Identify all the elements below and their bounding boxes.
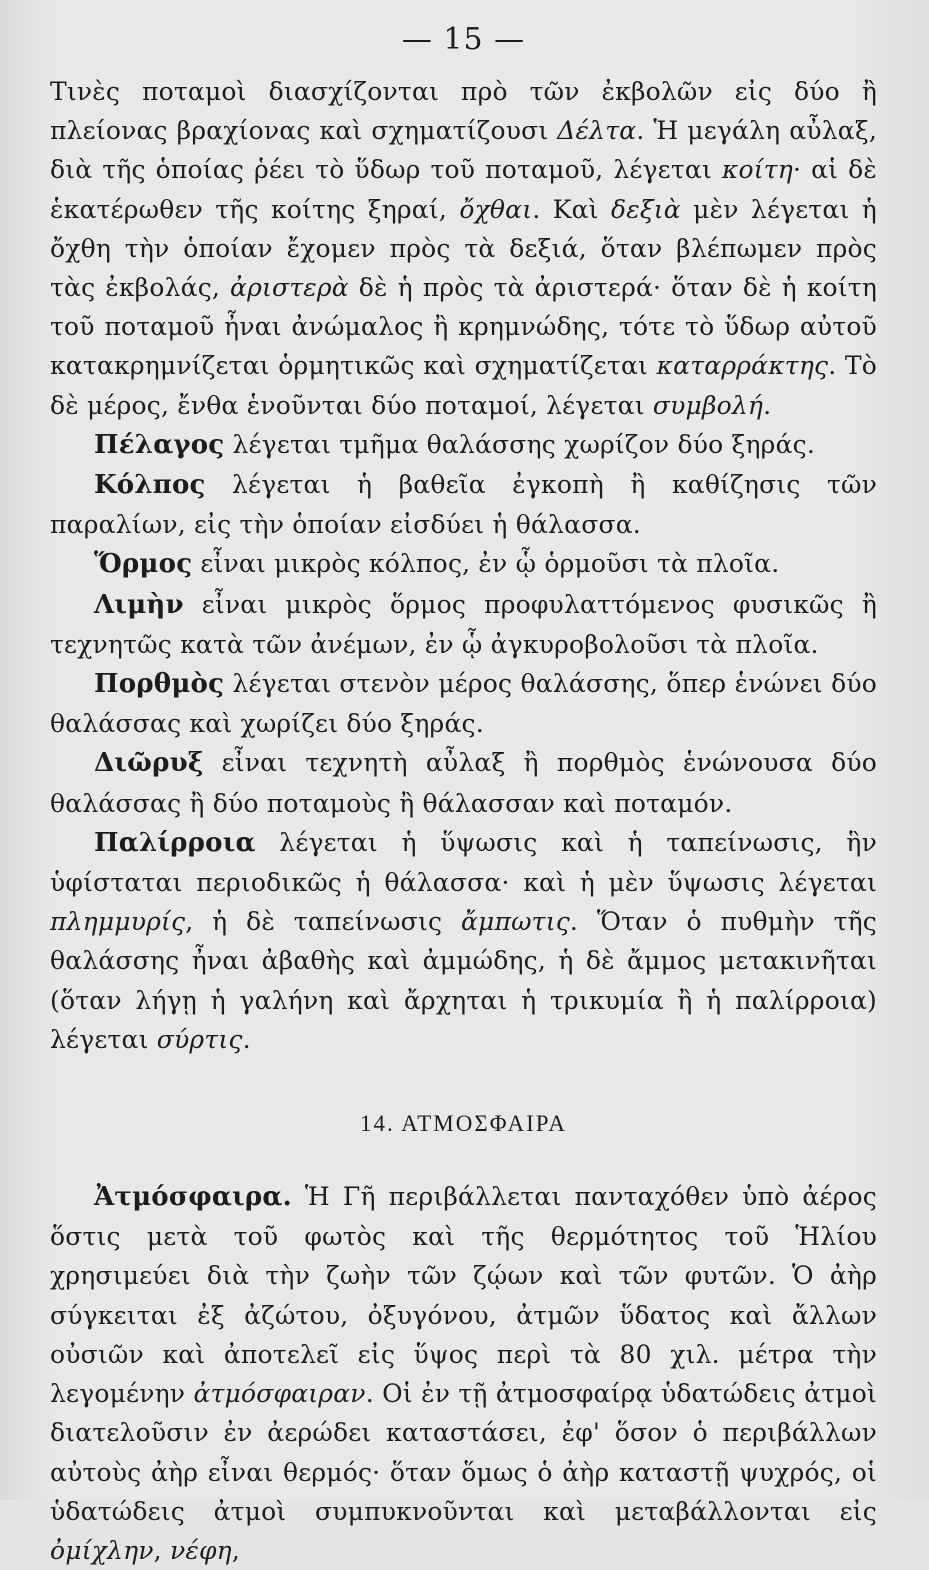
section-heading: 14. ΑΤΜΟΣΦΑΙΡΑ xyxy=(359,1111,568,1137)
definition-text: λέγεται τμῆμα θαλάσσης χωρίζον δύο ξηράς. xyxy=(224,429,815,459)
definition-text: εἶναι τεχνητὴ αὖλαξ ἢ πορθμὸς ἑνώνουσα δύο θαλάσσας ἢ δύο ποταμοὺς ἢ θάλασσαν καὶ ποταμόν. xyxy=(50,748,877,818)
definition-term: Πέλαγος xyxy=(94,429,225,460)
definition-term: Πορθμὸς xyxy=(94,669,225,700)
text-run: μὲν λέγεται ἡ ὄχθη τὴν ὁποίαν ἔχομεν πρὸς τὰ δεξιά, ὅταν βλέπωμεν πρὸς τὰς ἐκβολάς, xyxy=(50,194,877,303)
italic-term-plimmyris: πλημμυρίς xyxy=(50,907,186,937)
italic-term-dexia: δεξιὰ xyxy=(610,194,681,224)
text-run: . xyxy=(763,390,772,420)
text-run: λέγεται ἡ ὕψωσις καὶ ἡ ταπείνωσις, ἣν ὑφίσταται περιοδικῶς ἡ θάλασσα· καὶ ἡ μὲν ὕψωσις λέγεται xyxy=(50,827,877,898)
text-run: . Τὸ δὲ μέρος, ἔνθα ἑνοῦνται δύο ποταμοί, λέγεται xyxy=(50,351,878,420)
italic-term-delta: Δέλτα xyxy=(557,116,637,146)
definition-palirroia xyxy=(50,823,877,1059)
definition-porthmos xyxy=(50,664,877,743)
definition-limin xyxy=(50,585,877,664)
rivers-paragraph xyxy=(50,72,877,425)
text-run: Τινὲς ποταμοὶ διασχίζονται πρὸ τῶν ἐκβολῶν εἰς δύο ἢ πλείονας βραχίονας καὶ σχηματίζουσι xyxy=(50,77,877,146)
italic-term-nefi: νέφη xyxy=(169,1535,232,1565)
definition-term: Παλίρροια xyxy=(94,827,256,858)
italic-term-ampotis: ἄμπωτις xyxy=(460,907,570,937)
definition-ormos xyxy=(50,544,877,584)
text-run: , ἡ δὲ ταπείνωσις xyxy=(185,907,461,937)
definition-pelagos xyxy=(50,425,877,465)
definition-kolpos xyxy=(50,465,877,544)
text-run: , xyxy=(153,1535,170,1565)
definition-text: εἶναι μικρὸς κόλπος, ἐν ᾧ ὁρμοῦσι τὰ πλοῖα. xyxy=(192,549,780,579)
definition-term: Ἀτμόσφαιρα. xyxy=(94,1182,292,1213)
text-run: . xyxy=(242,1024,251,1054)
italic-term-aristera: ἀριστερὰ xyxy=(230,273,349,303)
text-run: Ἡ Γῆ περιβάλλεται πανταχόθεν ὑπὸ ἀέρος ὅστις μετὰ τοῦ φωτὸς καὶ τῆς θερμότητος τοῦ Ἡλίου χρησιμεύει διὰ τὴν ζωὴν τῶν ζῴων καὶ τῶν φυτῶν. Ὁ ἀὴρ σύγκειται ἐξ ἀζώτου, ὀξυγόνου, ἀτμῶν ὕδατος καὶ ἄλλων οὐσιῶν καὶ ἀποτελεῖ εἰς ὕψος περὶ τὰ 80 χιλ. μέτρα τὴν λεγομένην xyxy=(50,1182,877,1409)
italic-term-omichli: ὀμίχλην xyxy=(50,1535,154,1565)
italic-term-atmosfaira: ἀτμόσφαιραν xyxy=(193,1379,366,1409)
definition-text: λέγεται ἡ βαθεῖα ἐγκοπὴ ἢ καθίζησις τῶν παραλίων, εἰς τὴν ὁποίαν εἰσδύει ἡ θάλασσα. xyxy=(50,470,877,540)
italic-term-symvoli: συμβολή xyxy=(652,390,764,420)
atmosphere-paragraph xyxy=(50,1177,877,1570)
text-run: · αἱ δὲ ἑκατέρωθεν τῆς κοίτης ξηραί, xyxy=(50,155,877,224)
text-run: . Ἡ μεγάλη αὖλαξ, διὰ τῆς ὁποίας ῥέει τὸ ὕδωρ τοῦ ποταμοῦ, λέγεται xyxy=(50,116,877,185)
definition-term: Ὅρμος xyxy=(94,549,193,580)
text-run: . Οἱ ἐν τῇ ἀτμοσφαίρᾳ ὑδατώδεις ἀτμοὶ διατελοῦσιν ἐν ἀερώδει καταστάσει, ἐφ' ὅσον ὁ περιβάλλων αὐτοὺς ἀὴρ εἶναι θερμός· ὅταν ὅμως ὁ ἀὴρ καταστῇ ψυχρός, οἱ ὑδατώδεις ἀτμοὶ συμπυκνοῦνται καὶ μεταβάλλονται εἰς xyxy=(50,1379,877,1526)
definition-term: Κόλπος xyxy=(94,470,206,501)
text-run: . Καὶ xyxy=(532,194,611,224)
definition-text: λέγεται στενὸν μέρος θαλάσσης, ὅπερ ἑνώνει δύο θαλάσσας καὶ χωρίζει δύο ξηράς. xyxy=(50,669,877,739)
italic-term-ochthai: ὄχθαι xyxy=(459,194,533,224)
text-run: . Ὅταν ὁ πυθμὴν τῆς θαλάσσης ἦναι ἀβαθὴς καὶ ἀμμώδης, ἡ δὲ ἄμμος μετακινῆται (ὅταν λήγῃ ἡ γαλήνη καὶ ἄρχηται ἡ τρικυμία ἢ ἡ παλίρροια) λέγεται xyxy=(50,907,877,1054)
text-run: δὲ ἡ πρὸς τὰ ἀριστερά· ὅταν δὲ ἡ κοίτη τοῦ ποταμοῦ ἦναι ἀνώμαλος ἢ κρημνώδης, τότε τὸ ὕδωρ αὐτοῦ κατακρημνίζεται ὁρμητικῶς καὶ σχηματίζεται xyxy=(50,273,878,381)
page-number: — 15 — xyxy=(401,22,526,57)
italic-term-katarraktis: καταρράκτης xyxy=(656,351,829,381)
definition-term: Διῶρυξ xyxy=(94,748,204,779)
text-run: , xyxy=(231,1535,241,1565)
italic-term-koiti: κοίτη xyxy=(721,155,793,185)
italic-term-syrtis: σύρτις xyxy=(156,1024,243,1054)
definition-text: εἶναι μικρὸς ὅρμος προφυλαττόμενος φυσικῶς ἢ τεχνητῶς κατὰ τῶν ἀνέμων, ἐν ᾧ ἀγκυροβολοῦσι τὰ πλοῖα. xyxy=(50,589,877,659)
definition-term: Λιμὴν xyxy=(94,589,184,620)
definition-dioryx xyxy=(50,743,877,822)
